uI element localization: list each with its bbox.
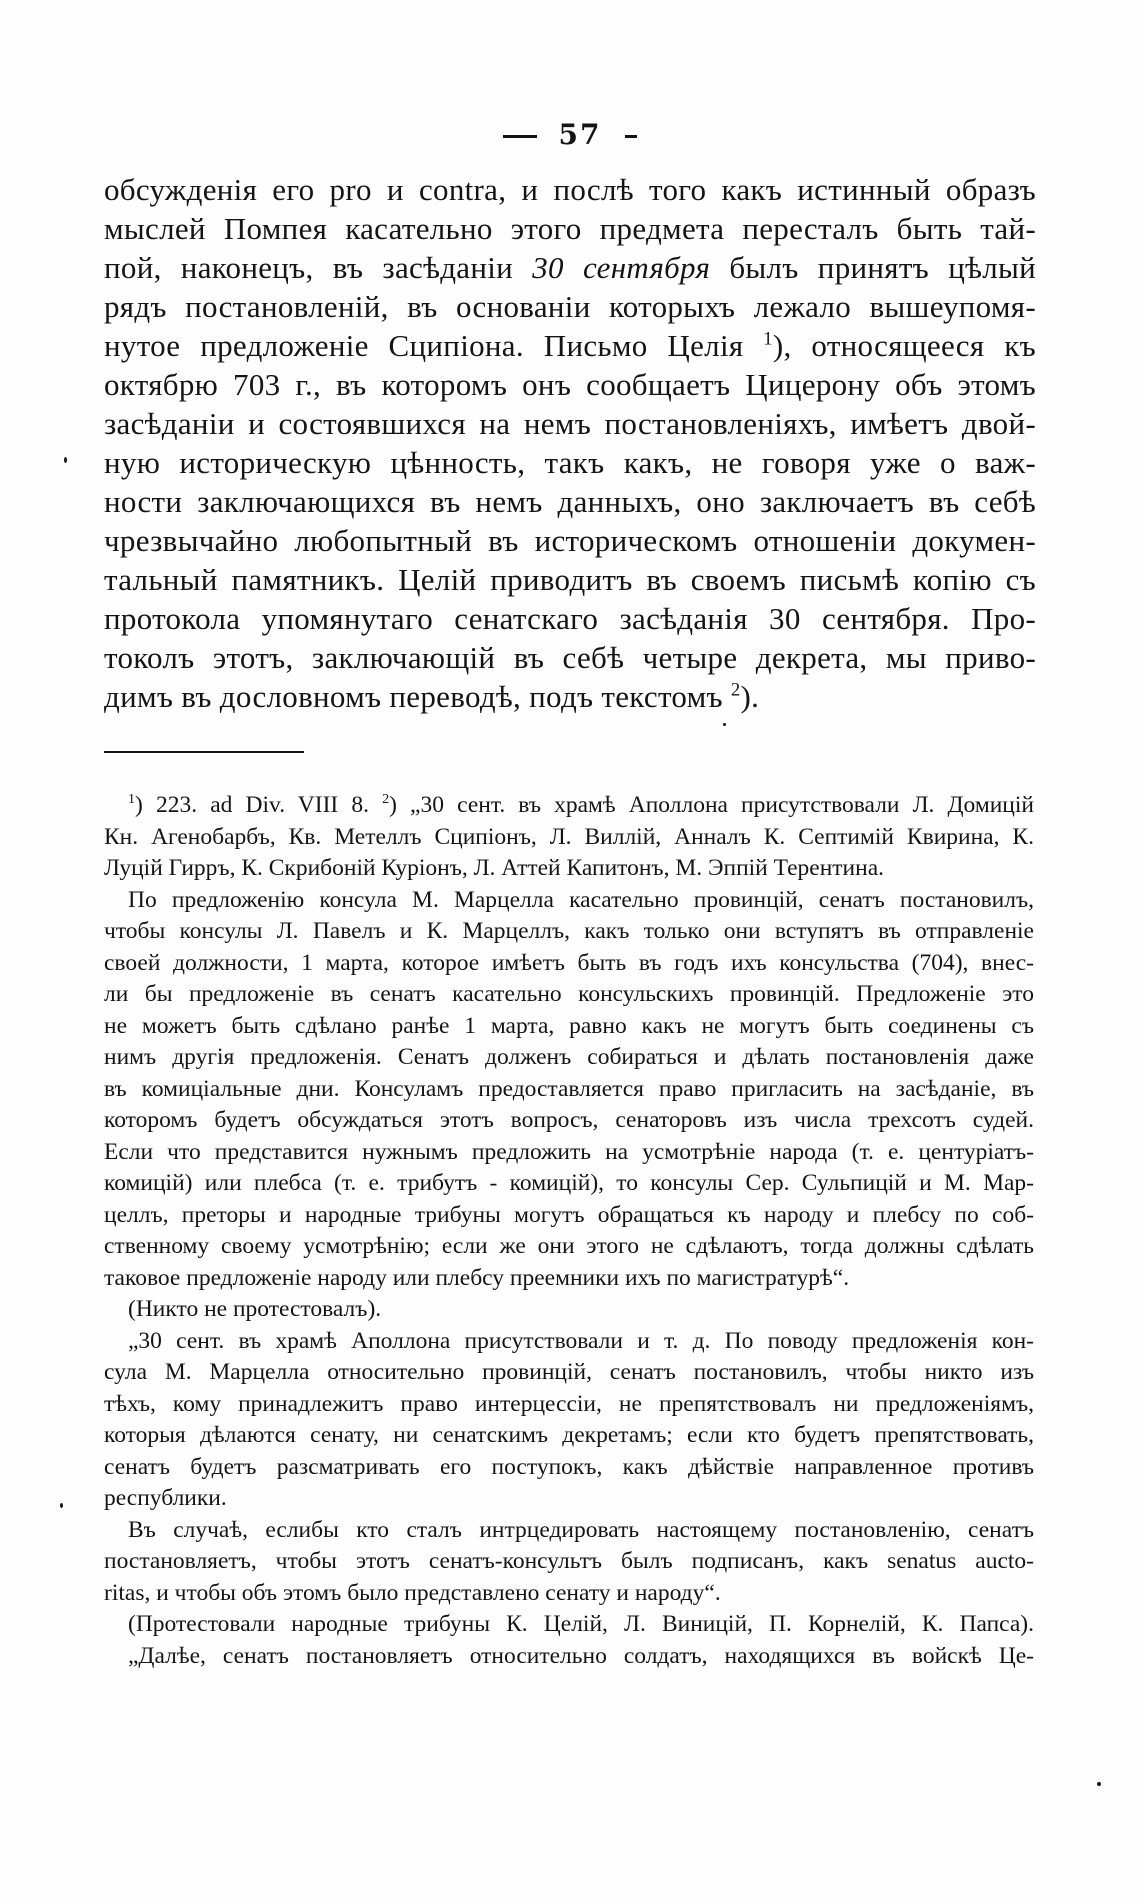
footnote-line: чтобы консулы Л. Павелъ и К. Марцеллъ, какъ только они вступятъ въ отправленіе (104, 918, 1034, 944)
footnote-line: комицій) или плебса (т. е. трибутъ - комицій), то консулы Сер. Сульпицій и М. Мар- (104, 1170, 1034, 1196)
footnote-line: Луцій Гирръ, К. Скрибоній Куріонъ, Л. Аттей Капитонъ, М. Эппій Терентина. (104, 855, 884, 881)
footnote-line: По предложенію консула М. Марцелла касательно провинцій, сенатъ постановилъ, (128, 886, 1034, 913)
footnote-line: ritas, и чтобы объ этомъ было представлено сенату и народу“. (104, 1579, 721, 1606)
text-run: ), относящееся къ (772, 328, 1036, 363)
footnote-line: сенатъ будетъ разсматривать его поступокъ, какъ дѣйствіе направленное противъ (104, 1453, 1034, 1480)
main-line: мыслей Помпея касательно этого предмета пересталъ быть тай- (104, 211, 1036, 246)
footnote-line: целлъ, преторы и народные трибуны могутъ обращаться къ народу и плебсу по соб- (104, 1201, 1034, 1228)
footnote-line: своей должности, 1 марта, которое имѣетъ быть въ годъ ихъ консульства (704), внес- (104, 949, 1034, 976)
main-line: протокола упомянутаго сенатскаго засѣданія 30 сентября. Про- (104, 601, 1036, 636)
footnote-line: которомъ будетъ обсуждаться этотъ вопросъ, сенаторовъ изъ числа трехсотъ судей. (104, 1107, 1034, 1133)
margin-speck (60, 1503, 63, 1508)
footnote-line: которыя дѣлаются сенату, ни сенатскимъ декретамъ; если кто будетъ препятствовать, (104, 1422, 1034, 1448)
footnote-line: тѣхъ, кому принадлежитъ право интерцессіи, не препятствовалъ ни предложеніямъ, (104, 1390, 1034, 1417)
main-line (104, 248, 1036, 287)
footnote-line: таковое предложеніе народу или плебсу преемники ихъ по магистратурѣ“. (104, 1264, 850, 1291)
main-line: чрезвычайно любопытный въ историческомъ отношеніи докумен- (104, 523, 1036, 558)
text-run: былъ принятъ цѣлый (710, 250, 1037, 285)
text-run: ). (740, 679, 760, 714)
footnote-line: (Никто не протестовалъ). (128, 1296, 382, 1322)
footnote-line: ственному своему усмотрѣнію; если же они этого не сдѣлаютъ, тогда должны сдѣлать (104, 1233, 1034, 1259)
footnote-line: сула М. Марцелла относительно провинцій, сенатъ постановилъ, чтобы никто изъ (104, 1359, 1034, 1385)
margin-speck (1097, 1782, 1101, 1786)
page-number-header (0, 118, 1140, 151)
main-text (104, 170, 1036, 716)
text-run: нутое предложеніе Сципіона. Письмо Целія (104, 328, 764, 363)
main-line: ности заключающихся въ немъ данныхъ, оно заключаетъ въ себѣ (104, 484, 1036, 519)
footnote-line: не можетъ быть сдѣлано ранѣе 1 марта, равно какъ не могутъ быть соединены съ (104, 1012, 1034, 1039)
main-line: рядъ постановленій, въ основаніи которыхъ лежало вышеупомя- (104, 289, 1036, 324)
text-run: ) 223. ad Div. VIII 8. (135, 792, 383, 818)
footnote-line: (Протестовали народные трибуны К. Целій, Л. Виницій, П. Корнелій, К. Папса). (128, 1611, 1034, 1637)
margin-speck (64, 457, 67, 463)
footnote-line: постановляетъ, чтобы этотъ сенатъ-консультъ былъ подписанъ, какъ senatus aucto- (104, 1548, 1034, 1574)
dash-right (625, 135, 637, 138)
dash-left (503, 135, 537, 138)
footnote-line (104, 790, 1034, 822)
footnote-line: республики. (104, 1485, 227, 1511)
footnote-line: „Далѣе, сенатъ постановляетъ относительно солдатъ, находящихся въ войскѣ Це- (128, 1642, 1034, 1669)
margin-speck (723, 723, 726, 726)
footnote-marker: 1 (128, 791, 136, 808)
italic-date: 30 сентября (532, 250, 711, 285)
footnote-line: Въ случаѣ, еслибы кто сталъ интрцедировать настоящему постановленію, сенатъ (128, 1516, 1034, 1543)
footnote-line: Кн. Агенобарбъ, Кв. Метеллъ Сципіонъ, Л. Виллій, Анналъ К. Септимій Квирина, К. (104, 823, 1034, 850)
footnote-line: „30 сент. въ храмѣ Аполлона присутствовали и т. д. По поводу предложенія кон- (128, 1327, 1034, 1354)
page-number: 57 (558, 118, 602, 151)
main-line (104, 326, 1036, 365)
footnote-ref[interactable]: 1 (763, 328, 773, 350)
main-line: токолъ этотъ, заключающій въ себѣ четыре декрета, мы приво- (104, 640, 1036, 675)
footnote-line: нимъ другія предложенія. Сенатъ долженъ собираться и дѣлать постановленія даже (104, 1044, 1034, 1070)
footnote-line: въ комиціальные дни. Консуламъ предоставляется право пригласить на засѣданіе, въ (104, 1075, 1034, 1102)
footnote-line: Если что представится нужнымъ предложить на усмотрѣніе народа (т. е. центуріатъ- (104, 1138, 1034, 1165)
main-line (104, 677, 1036, 716)
text-run: димъ въ дословномъ переводѣ, подъ текстомъ (104, 679, 731, 714)
footnote-ref[interactable]: 2 (730, 679, 741, 701)
footnote-line: ли бы предложеніе въ сенатъ касательно консульскихъ провинцій. Предложеніе это (104, 981, 1034, 1007)
main-line: тальный памятникъ. Целій приводитъ въ своемъ письмѣ копію съ (104, 562, 1036, 597)
footnote-marker: 2 (382, 791, 390, 808)
text-run: пой, наконецъ, въ засѣданіи (104, 250, 533, 285)
text-run: ) „30 сент. въ храмѣ Аполлона присутствовали Л. Домицій (389, 792, 1034, 818)
footnote-separator (104, 751, 304, 753)
main-line: ную историческую цѣнность, такъ какъ, не говоря уже о важ- (104, 445, 1036, 480)
main-line: засѣданіи и состоявшихся на немъ постановленіяхъ, имѣетъ двой- (104, 406, 1036, 441)
main-line: обсужденія его pro и contra, и послѣ того какъ истинный образъ (104, 172, 1036, 207)
main-line: октябрю 703 г., въ которомъ онъ сообщаетъ Цицерону объ этомъ (104, 367, 1036, 402)
footnotes (104, 790, 1034, 1672)
